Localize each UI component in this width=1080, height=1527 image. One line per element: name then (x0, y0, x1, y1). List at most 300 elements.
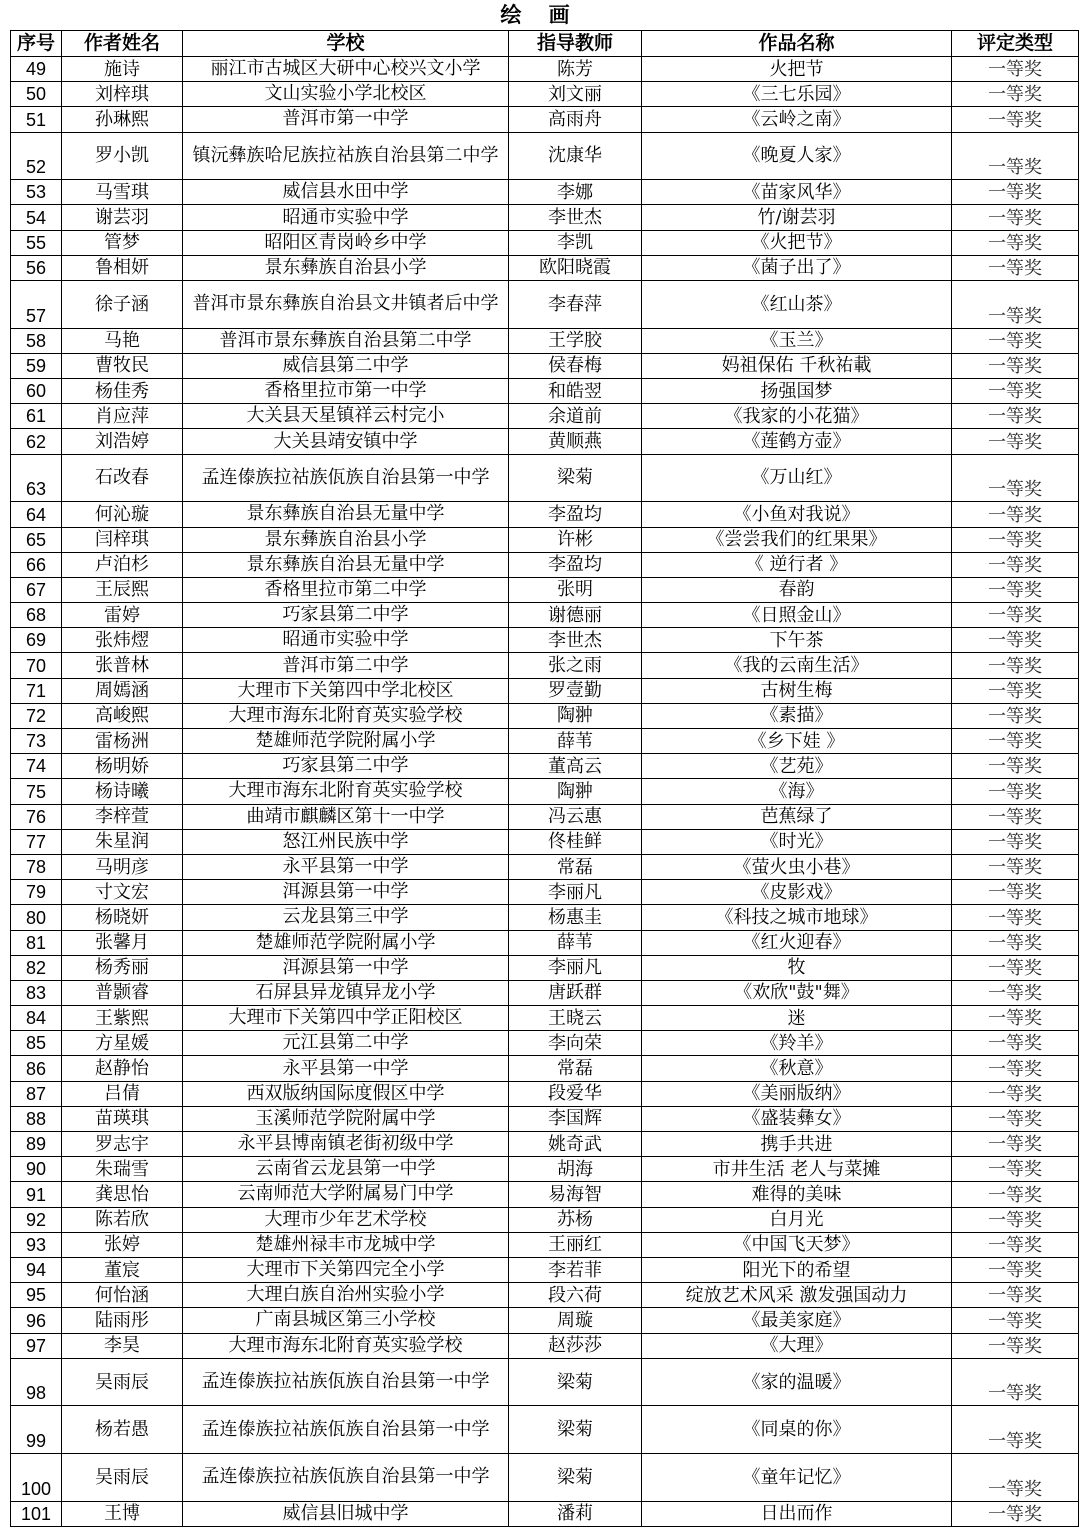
teacher-cell: 梁菊 (509, 454, 642, 502)
author-cell: 吴雨辰 (62, 1454, 183, 1502)
school-cell: 大理市海东北附育英实验学校 (183, 703, 509, 728)
author-cell: 寸文宏 (62, 880, 183, 905)
teacher-cell: 赵莎莎 (509, 1333, 642, 1358)
teacher-cell: 王学胶 (509, 328, 642, 353)
award-cell: 一等奖 (952, 454, 1079, 502)
school-cell: 孟连傣族拉祜族佤族自治县第一中学 (183, 1358, 509, 1406)
index-cell: 85 (11, 1031, 62, 1056)
author-cell: 杨佳秀 (62, 379, 183, 404)
index-cell: 76 (11, 804, 62, 829)
index-cell: 54 (11, 205, 62, 230)
award-cell: 一等奖 (952, 429, 1079, 454)
teacher-cell: 黄顺燕 (509, 429, 642, 454)
work-title-cell: 《玉兰》 (642, 328, 952, 353)
work-title-cell: 《艺苑》 (642, 754, 952, 779)
award-cell: 一等奖 (952, 1232, 1079, 1257)
teacher-cell: 冯云惠 (509, 804, 642, 829)
teacher-cell: 段六荷 (509, 1283, 642, 1308)
author-cell: 李昊 (62, 1333, 183, 1358)
table-row (11, 1257, 1079, 1282)
teacher-cell: 李丽凡 (509, 880, 642, 905)
school-cell: 景东彝族自治县小学 (183, 255, 509, 280)
table-row (11, 1308, 1079, 1333)
award-cell: 一等奖 (952, 1501, 1079, 1526)
index-cell: 82 (11, 955, 62, 980)
index-cell: 49 (11, 57, 62, 82)
author-cell: 何怡涵 (62, 1283, 183, 1308)
teacher-cell: 常磊 (509, 854, 642, 879)
author-cell: 马雪琪 (62, 180, 183, 205)
work-title-cell: 《萤火虫小巷》 (642, 854, 952, 879)
teacher-cell: 张之雨 (509, 653, 642, 678)
school-cell: 普洱市景东彝族自治县第二中学 (183, 328, 509, 353)
index-cell: 57 (11, 281, 62, 329)
school-cell: 怒江州民族中学 (183, 829, 509, 854)
table-row (11, 779, 1079, 804)
table-row (11, 603, 1079, 628)
author-cell: 朱星润 (62, 829, 183, 854)
school-cell: 大理市下关第四中学正阳校区 (183, 1006, 509, 1031)
author-cell: 周嫣涵 (62, 678, 183, 703)
school-cell: 普洱市景东彝族自治县文井镇者后中学 (183, 281, 509, 329)
teacher-cell: 周璇 (509, 1308, 642, 1333)
index-cell: 51 (11, 107, 62, 132)
index-cell: 74 (11, 754, 62, 779)
teacher-cell: 梁菊 (509, 1454, 642, 1502)
school-cell: 香格里拉市第一中学 (183, 379, 509, 404)
award-cell: 一等奖 (952, 577, 1079, 602)
school-cell: 广南县城区第三小学校 (183, 1308, 509, 1333)
work-title-cell: 《欢欣"鼓"舞》 (642, 980, 952, 1005)
teacher-cell: 欧阳晓霞 (509, 255, 642, 280)
table-row (11, 955, 1079, 980)
header-work-title: 作品名称 (642, 31, 952, 57)
table-row (11, 527, 1079, 552)
author-cell: 杨明娇 (62, 754, 183, 779)
award-cell: 一等奖 (952, 754, 1079, 779)
work-title-cell: 《小鱼对我说》 (642, 502, 952, 527)
table-row (11, 980, 1079, 1005)
award-cell: 一等奖 (952, 1132, 1079, 1157)
award-cell: 一等奖 (952, 527, 1079, 552)
award-cell: 一等奖 (952, 779, 1079, 804)
work-title-cell: 《家的温暖》 (642, 1358, 952, 1406)
teacher-cell: 常磊 (509, 1056, 642, 1081)
teacher-cell: 李若菲 (509, 1257, 642, 1282)
school-cell: 香格里拉市第二中学 (183, 577, 509, 602)
work-title-cell: 《科技之城市地球》 (642, 905, 952, 930)
award-cell: 一等奖 (952, 1358, 1079, 1406)
school-cell: 孟连傣族拉祜族佤族自治县第一中学 (183, 1406, 509, 1454)
table-row (11, 1232, 1079, 1257)
teacher-cell: 张明 (509, 577, 642, 602)
header-index: 序号 (11, 31, 62, 57)
index-cell: 60 (11, 379, 62, 404)
school-cell: 玉溪师范学院附属中学 (183, 1106, 509, 1131)
index-cell: 95 (11, 1283, 62, 1308)
work-title-cell: 《素描》 (642, 703, 952, 728)
table-row (11, 653, 1079, 678)
work-title-cell: 《时光》 (642, 829, 952, 854)
header-school: 学校 (183, 31, 509, 57)
table-row (11, 628, 1079, 653)
teacher-cell: 梁菊 (509, 1406, 642, 1454)
table-row (11, 1454, 1079, 1502)
school-cell: 文山实验小学北校区 (183, 82, 509, 107)
table-row (11, 353, 1079, 378)
school-cell: 孟连傣族拉祜族佤族自治县第一中学 (183, 1454, 509, 1502)
award-cell: 一等奖 (952, 1031, 1079, 1056)
table-row (11, 82, 1079, 107)
index-cell: 70 (11, 653, 62, 678)
award-cell: 一等奖 (952, 1257, 1079, 1282)
work-title-cell: 《同桌的你》 (642, 1406, 952, 1454)
award-cell: 一等奖 (952, 502, 1079, 527)
table-row (11, 281, 1079, 329)
work-title-cell: 《三七乐园》 (642, 82, 952, 107)
table-row (11, 1081, 1079, 1106)
award-cell: 一等奖 (952, 829, 1079, 854)
award-cell: 一等奖 (952, 107, 1079, 132)
author-cell: 方星媛 (62, 1031, 183, 1056)
school-cell: 巧家县第二中学 (183, 754, 509, 779)
school-cell: 昭通市实验中学 (183, 205, 509, 230)
teacher-cell: 李盈均 (509, 502, 642, 527)
author-cell: 闫梓琪 (62, 527, 183, 552)
table-row (11, 1157, 1079, 1182)
school-cell: 大关县靖安镇中学 (183, 429, 509, 454)
school-cell: 镇沅彝族哈尼族拉祜族自治县第二中学 (183, 132, 509, 180)
school-cell: 威信县水田中学 (183, 180, 509, 205)
work-title-cell: 《盛装彝女》 (642, 1106, 952, 1131)
award-cell: 一等奖 (952, 930, 1079, 955)
award-cell: 一等奖 (952, 603, 1079, 628)
work-title-cell: 携手共进 (642, 1132, 952, 1157)
work-title-cell: 《皮影戏》 (642, 880, 952, 905)
table-body (11, 57, 1079, 1527)
work-title-cell: 《秋意》 (642, 1056, 952, 1081)
table-row (11, 57, 1079, 82)
teacher-cell: 陶翀 (509, 703, 642, 728)
table-row (11, 132, 1079, 180)
school-cell: 石屏县异龙镇异龙小学 (183, 980, 509, 1005)
index-cell: 67 (11, 577, 62, 602)
award-cell: 一等奖 (952, 379, 1079, 404)
award-cell: 一等奖 (952, 729, 1079, 754)
award-cell: 一等奖 (952, 57, 1079, 82)
table-row (11, 379, 1079, 404)
index-cell: 91 (11, 1182, 62, 1207)
award-cell: 一等奖 (952, 180, 1079, 205)
author-cell: 张婷 (62, 1232, 183, 1257)
work-title-cell: 《莲鹤方壶》 (642, 429, 952, 454)
teacher-cell: 苏杨 (509, 1207, 642, 1232)
work-title-cell: 芭蕉绿了 (642, 804, 952, 829)
teacher-cell: 罗壹勤 (509, 678, 642, 703)
table-row (11, 230, 1079, 255)
award-cell: 一等奖 (952, 955, 1079, 980)
work-title-cell: 《菌子出了》 (642, 255, 952, 280)
award-cell: 一等奖 (952, 854, 1079, 879)
school-cell: 洱源县第一中学 (183, 955, 509, 980)
table-row (11, 1106, 1079, 1131)
school-cell: 楚雄师范学院附属小学 (183, 729, 509, 754)
work-title-cell: 《美丽版纳》 (642, 1081, 952, 1106)
work-title-cell: 日出而作 (642, 1501, 952, 1526)
teacher-cell: 李凯 (509, 230, 642, 255)
table-row (11, 429, 1079, 454)
index-cell: 72 (11, 703, 62, 728)
teacher-cell: 胡海 (509, 1157, 642, 1182)
author-cell: 杨晓妍 (62, 905, 183, 930)
teacher-cell: 李丽凡 (509, 955, 642, 980)
index-cell: 101 (11, 1501, 62, 1526)
teacher-cell: 李世杰 (509, 205, 642, 230)
award-cell: 一等奖 (952, 1207, 1079, 1232)
work-title-cell: 《我家的小花猫》 (642, 404, 952, 429)
author-cell: 陆雨彤 (62, 1308, 183, 1333)
work-title-cell: 春韵 (642, 577, 952, 602)
index-cell: 97 (11, 1333, 62, 1358)
table-row (11, 1006, 1079, 1031)
school-cell: 云龙县第三中学 (183, 905, 509, 930)
table-row (11, 678, 1079, 703)
teacher-cell: 谢德丽 (509, 603, 642, 628)
work-title-cell: 《我的云南生活》 (642, 653, 952, 678)
school-cell: 大理市下关第四中学北校区 (183, 678, 509, 703)
author-cell: 何沁璇 (62, 502, 183, 527)
award-cell: 一等奖 (952, 1308, 1079, 1333)
school-cell: 昭通市实验中学 (183, 628, 509, 653)
work-title-cell: 《海》 (642, 779, 952, 804)
author-cell: 普颢睿 (62, 980, 183, 1005)
work-title-cell: 绽放艺术风采 激发强国动力 (642, 1283, 952, 1308)
index-cell: 80 (11, 905, 62, 930)
index-cell: 92 (11, 1207, 62, 1232)
teacher-cell: 李向荣 (509, 1031, 642, 1056)
teacher-cell: 薛苇 (509, 930, 642, 955)
award-cell: 一等奖 (952, 1006, 1079, 1031)
award-cell: 一等奖 (952, 703, 1079, 728)
work-title-cell: 白月光 (642, 1207, 952, 1232)
work-title-cell: 《万山红》 (642, 454, 952, 502)
author-cell: 张普林 (62, 653, 183, 678)
author-cell: 徐子涵 (62, 281, 183, 329)
author-cell: 罗志宇 (62, 1132, 183, 1157)
author-cell: 朱瑞雪 (62, 1157, 183, 1182)
table-row (11, 880, 1079, 905)
teacher-cell: 佟桂鲜 (509, 829, 642, 854)
award-cell: 一等奖 (952, 1157, 1079, 1182)
award-cell: 一等奖 (952, 281, 1079, 329)
author-cell: 雷杨洲 (62, 729, 183, 754)
award-cell: 一等奖 (952, 230, 1079, 255)
work-title-cell: 《羚羊》 (642, 1031, 952, 1056)
index-cell: 79 (11, 880, 62, 905)
work-title-cell: 市井生活 老人与菜摊 (642, 1157, 952, 1182)
header-author: 作者姓名 (62, 31, 183, 57)
author-cell: 王博 (62, 1501, 183, 1526)
teacher-cell: 沈康华 (509, 132, 642, 180)
index-cell: 66 (11, 552, 62, 577)
school-cell: 景东彝族自治县无量中学 (183, 502, 509, 527)
author-cell: 杨诗曦 (62, 779, 183, 804)
school-cell: 大理市少年艺术学校 (183, 1207, 509, 1232)
work-title-cell: 《红火迎春》 (642, 930, 952, 955)
teacher-cell: 李盈均 (509, 552, 642, 577)
work-title-cell: 竹/谢芸羽 (642, 205, 952, 230)
school-cell: 景东彝族自治县小学 (183, 527, 509, 552)
author-cell: 王紫熙 (62, 1006, 183, 1031)
table-row (11, 180, 1079, 205)
index-cell: 65 (11, 527, 62, 552)
table-row (11, 205, 1079, 230)
school-cell: 永平县第一中学 (183, 854, 509, 879)
award-cell: 一等奖 (952, 980, 1079, 1005)
school-cell: 楚雄师范学院附属小学 (183, 930, 509, 955)
award-cell: 一等奖 (952, 628, 1079, 653)
school-cell: 丽江市古城区大研中心校兴文小学 (183, 57, 509, 82)
table-row (11, 1501, 1079, 1526)
index-cell: 50 (11, 82, 62, 107)
author-cell: 石改春 (62, 454, 183, 502)
teacher-cell: 王晓云 (509, 1006, 642, 1031)
index-cell: 84 (11, 1006, 62, 1031)
author-cell: 杨秀丽 (62, 955, 183, 980)
school-cell: 大理市下关第四完全小学 (183, 1257, 509, 1282)
school-cell: 云南师范大学附属易门中学 (183, 1182, 509, 1207)
author-cell: 董宸 (62, 1257, 183, 1282)
author-cell: 刘梓琪 (62, 82, 183, 107)
school-cell: 楚雄州禄丰市龙城中学 (183, 1232, 509, 1257)
award-cell: 一等奖 (952, 132, 1079, 180)
author-cell: 张馨月 (62, 930, 183, 955)
table-row (11, 328, 1079, 353)
work-title-cell: 《乡下娃 》 (642, 729, 952, 754)
index-cell: 63 (11, 454, 62, 502)
work-title-cell: 妈祖保佑 千秋祐載 (642, 353, 952, 378)
work-title-cell: 《大理》 (642, 1333, 952, 1358)
teacher-cell: 侯春梅 (509, 353, 642, 378)
table-row (11, 577, 1079, 602)
index-cell: 73 (11, 729, 62, 754)
index-cell: 71 (11, 678, 62, 703)
teacher-cell: 杨惠圭 (509, 905, 642, 930)
author-cell: 张炜熤 (62, 628, 183, 653)
award-cell: 一等奖 (952, 328, 1079, 353)
author-cell: 施诗 (62, 57, 183, 82)
teacher-cell: 陈芳 (509, 57, 642, 82)
school-cell: 孟连傣族拉祜族佤族自治县第一中学 (183, 454, 509, 502)
teacher-cell: 李国辉 (509, 1106, 642, 1131)
award-cell: 一等奖 (952, 1406, 1079, 1454)
award-cell: 一等奖 (952, 804, 1079, 829)
table-row (11, 1182, 1079, 1207)
teacher-cell: 和皓翌 (509, 379, 642, 404)
index-cell: 64 (11, 502, 62, 527)
work-title-cell: 《尝尝我们的红果果》 (642, 527, 952, 552)
award-cell: 一等奖 (952, 1283, 1079, 1308)
teacher-cell: 余道前 (509, 404, 642, 429)
work-title-cell: 迷 (642, 1006, 952, 1031)
school-cell: 元江县第二中学 (183, 1031, 509, 1056)
teacher-cell: 李娜 (509, 180, 642, 205)
index-cell: 87 (11, 1081, 62, 1106)
school-cell: 永平县第一中学 (183, 1056, 509, 1081)
award-cell: 一等奖 (952, 1056, 1079, 1081)
table-row (11, 1031, 1079, 1056)
teacher-cell: 刘文丽 (509, 82, 642, 107)
school-cell: 昭阳区青岗岭乡中学 (183, 230, 509, 255)
table-row (11, 1207, 1079, 1232)
work-title-cell: 《日照金山》 (642, 603, 952, 628)
table-row (11, 829, 1079, 854)
work-title-cell: 《童年记忆》 (642, 1454, 952, 1502)
table-row (11, 1333, 1079, 1358)
author-cell: 鲁相妍 (62, 255, 183, 280)
author-cell: 刘浩婷 (62, 429, 183, 454)
index-cell: 56 (11, 255, 62, 280)
school-cell: 大理白族自治州实验小学 (183, 1283, 509, 1308)
school-cell: 大理市海东北附育英实验学校 (183, 779, 509, 804)
award-cell: 一等奖 (952, 1333, 1079, 1358)
table-row (11, 255, 1079, 280)
work-title-cell: 牧 (642, 955, 952, 980)
table-row (11, 404, 1079, 429)
teacher-cell: 王丽红 (509, 1232, 642, 1257)
index-cell: 55 (11, 230, 62, 255)
award-cell: 一等奖 (952, 404, 1079, 429)
table-row (11, 930, 1079, 955)
author-cell: 龚思怡 (62, 1182, 183, 1207)
index-cell: 52 (11, 132, 62, 180)
author-cell: 李梓萱 (62, 804, 183, 829)
school-cell: 威信县第二中学 (183, 353, 509, 378)
author-cell: 罗小凯 (62, 132, 183, 180)
table-row (11, 454, 1079, 502)
school-cell: 普洱市第一中学 (183, 107, 509, 132)
school-cell: 云南省云龙县第一中学 (183, 1157, 509, 1182)
author-cell: 管梦 (62, 230, 183, 255)
teacher-cell: 高雨舟 (509, 107, 642, 132)
index-cell: 77 (11, 829, 62, 854)
work-title-cell: 《火把节》 (642, 230, 952, 255)
work-title-cell: 难得的美味 (642, 1182, 952, 1207)
index-cell: 69 (11, 628, 62, 653)
author-cell: 陈若欣 (62, 1207, 183, 1232)
award-cell: 一等奖 (952, 653, 1079, 678)
award-cell: 一等奖 (952, 880, 1079, 905)
school-cell: 普洱市第二中学 (183, 653, 509, 678)
table-row (11, 905, 1079, 930)
teacher-cell: 段爱华 (509, 1081, 642, 1106)
index-cell: 78 (11, 854, 62, 879)
author-cell: 杨若愚 (62, 1406, 183, 1454)
index-cell: 96 (11, 1308, 62, 1333)
school-cell: 曲靖市麒麟区第十一中学 (183, 804, 509, 829)
awards-table (10, 30, 1079, 1527)
index-cell: 62 (11, 429, 62, 454)
work-title-cell: 《 逆行者 》 (642, 552, 952, 577)
table-row (11, 502, 1079, 527)
teacher-cell: 易海智 (509, 1182, 642, 1207)
teacher-cell: 董高云 (509, 754, 642, 779)
teacher-cell: 潘莉 (509, 1501, 642, 1526)
school-cell: 巧家县第二中学 (183, 603, 509, 628)
work-title-cell: 古树生梅 (642, 678, 952, 703)
school-cell: 洱源县第一中学 (183, 880, 509, 905)
work-title-cell: 《苗家风华》 (642, 180, 952, 205)
